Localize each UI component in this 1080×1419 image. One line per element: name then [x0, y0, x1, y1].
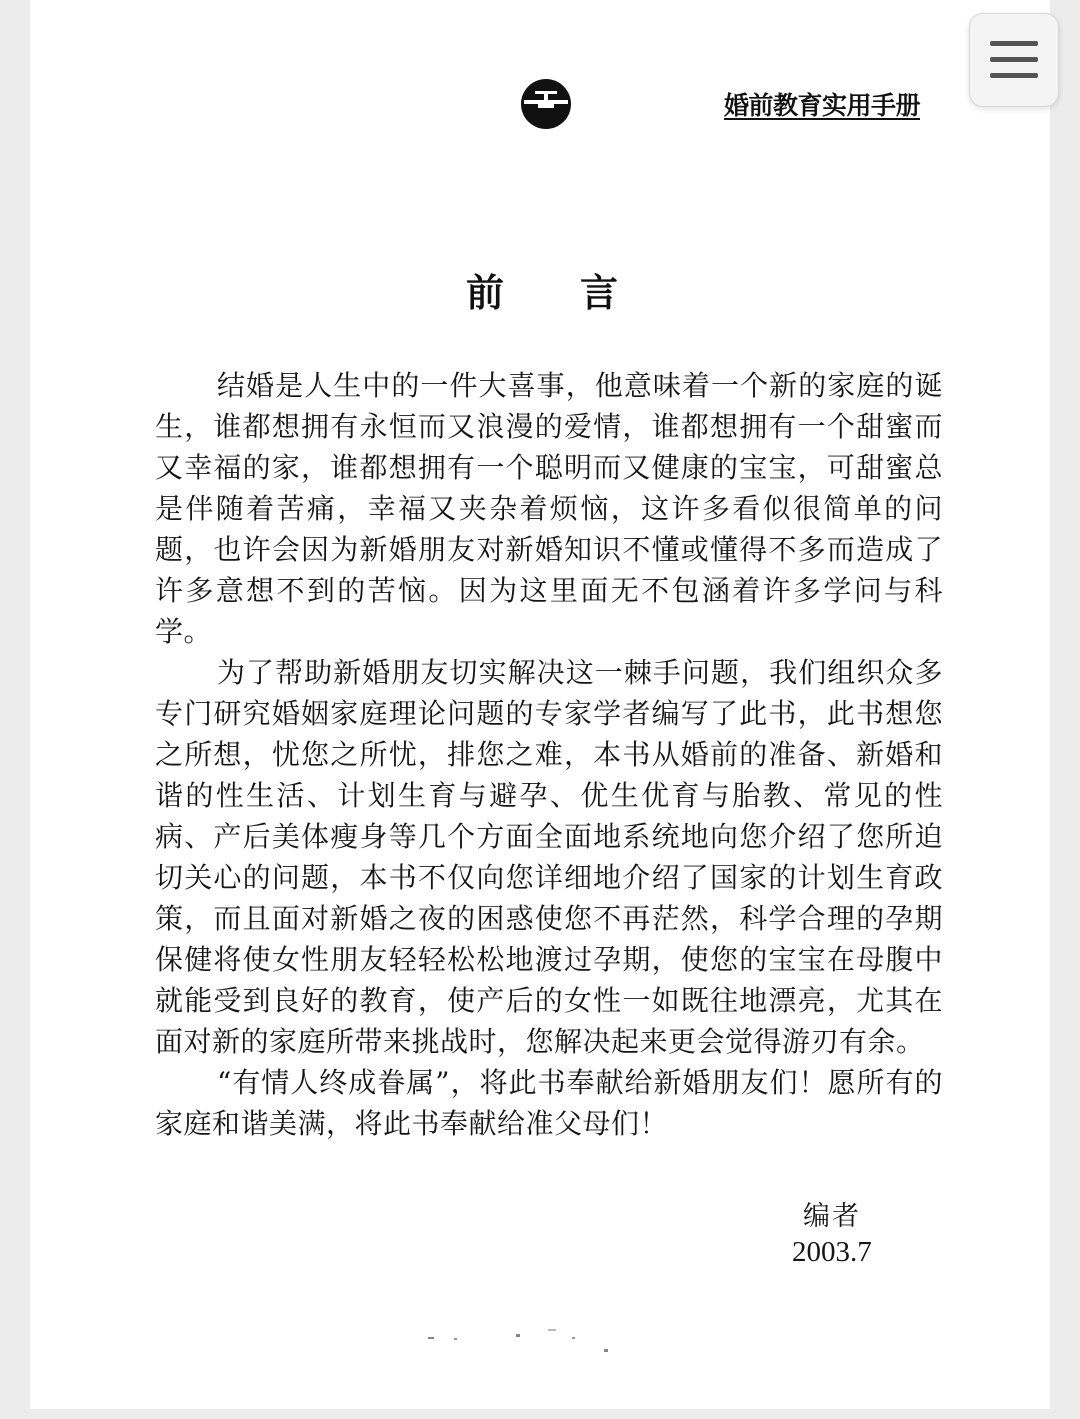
scan-specks [390, 1325, 630, 1365]
signature: 编者 [803, 1201, 861, 1232]
running-header-book-title: 婚前教育实用手册 [724, 91, 921, 120]
menu-button[interactable] [969, 13, 1059, 107]
publisher-logo-icon [520, 78, 572, 130]
paragraph: 为了帮助新婚朋友切实解决这一棘手问题，我们组织众多专门研究婚姻家庭理论问题的专家学者编写了此书，此书想您之所想，忧您之所忧，排您之难，本书从婚前的准备、新婚和谐的性生活、计划生育与避孕、优生优育与胎教、常见的性病、产后美体瘦身等几个方面全面地系统地向您介绍了您所迫切关心的问题，本书不仅向您详细地介绍了国家的计划生育政策，而且面对新婚之夜的困惑使您不再茫然，科学合理的孕期保健将使女性朋友轻轻松松地渡过孕期，使您的宝宝在母腹中就能受到良好的教育，使产后的女性一如既往地漂亮，尤其在面对新的家庭所带来挑战时，您解决起来更会觉得游刃有余。 [155, 656, 943, 1058]
date: 2003.7 [792, 1236, 872, 1268]
paragraph: 结婚是人生中的一件大喜事，他意味着一个新的家庭的诞生，谁都想拥有永恒而又浪漫的爱情，谁都想拥有一个甜蜜而又幸福的家，谁都想拥有一个聪明而又健康的宝宝，可甜蜜总是伴随着苦痛，幸福又夹杂着烦恼，这许多看似很简单的问题，也许会因为新婚朋友对新婚知识不懂或懂得不多而造成了许多意想不到的苦恼。因为这里面无不包涵着许多学问与科学。 [155, 369, 943, 648]
document-page [30, 0, 1050, 1409]
preface-body [155, 365, 943, 1144]
page-title: 前言 [466, 271, 695, 315]
hamburger-menu-icon [989, 38, 1039, 82]
paragraph: “有情人终成眷属”，将此书奉献给新婚朋友们！愿所有的家庭和谐美满，将此书奉献给准父母们！ [155, 1066, 943, 1140]
